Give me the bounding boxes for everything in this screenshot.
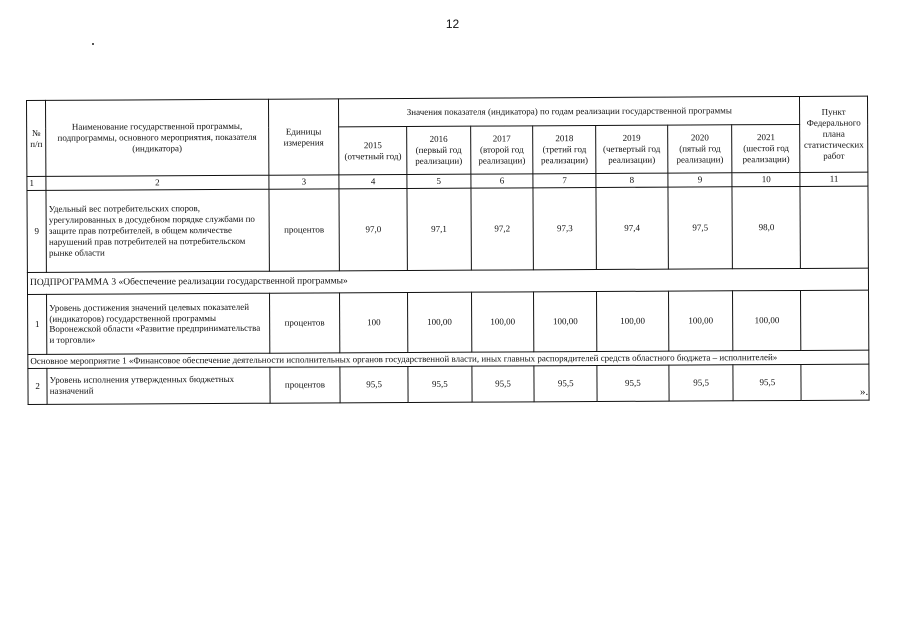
plan-cell [801,290,869,350]
plan-cell [801,364,869,400]
plan-cell [800,186,868,268]
index-cell: 2 [46,175,268,190]
value-cell: 95,5 [408,366,472,402]
index-cell: 11 [800,172,868,186]
header-name: Наименование государственной программы, подпрограммы, основного мероприятия, показателя (индикатора) [46,99,269,176]
value-cell: 97,5 [668,187,733,269]
value-cell: 95,5 [340,366,408,402]
index-cell: 3 [268,175,339,189]
table-row [28,290,869,354]
value-cell: 100,00 [408,292,472,352]
value-cell: 100,00 [534,291,597,351]
header-year-2019: 2019 (четвертый год реализации) [596,125,668,173]
value-cell: 95,5 [534,365,597,401]
value-cell: 97,4 [596,187,668,269]
index-cell: 1 [27,176,46,190]
value-cell: 95,5 [597,365,669,401]
indicator-name: Уровень достижения значений целевых показателей (индикаторов) государственной программы Воронежской области «Развитие предпринимательства и торговли» [47,293,270,354]
indicator-name: Уровень исполнения утвержденных бюджетных назначений [47,367,270,404]
value-cell: 95,5 [733,364,801,400]
index-cell: 4 [339,175,407,189]
value-cell: 98,0 [732,186,800,268]
header-no: № п/п [27,100,47,176]
value-cell: 100,00 [471,292,534,352]
value-cell: 95,5 [472,366,535,402]
value-cell: 100,00 [597,291,669,351]
value-cell: 97,0 [339,188,407,270]
subprogram-title: ПОДПРОГРАММА 3 «Обеспечение реализации государственной программы» [27,268,868,294]
value-cell: 100 [340,292,408,352]
indicator-name: Удельный вес потребительских споров, урегулированных в досудебном порядке службами по защите прав потребителей, в общем количестве нарушений прав потребителей на потребительском рынке области [46,189,269,272]
header-year-2020: 2020 (пятый год реализации) [667,125,732,173]
header-plan: Пункт Федерального плана статистических работ [800,96,868,172]
indicator-table [26,96,870,405]
row-number: 2 [28,368,47,404]
table-row [28,364,869,404]
unit-cell: процентов [269,367,340,403]
value-cell: 97,2 [471,188,534,270]
value-cell: 95,5 [669,365,734,401]
row-number: 9 [27,190,47,272]
header-year-2021: 2021 (шестой год реализации) [732,124,800,172]
value-cell: 100,00 [733,290,801,350]
header-year-2017: 2017 (второй год реализации) [470,126,533,174]
table-row [27,186,868,272]
index-cell: 7 [533,174,596,188]
index-cell: 10 [732,172,800,186]
header-values-group: Значения показателя (индикатора) по годам реализации государственной программы [339,96,800,126]
closing-quote-mark: ». [860,386,869,398]
main-event-title: Основное мероприятие 1 «Финансовое обеспечение деятельности исполнительных органов государственной власти, иных главных распорядителей средств областного бюджета – исполнителей» [28,350,869,368]
unit-cell: процентов [269,293,340,353]
header-year-2018: 2018 (третий год реализации) [533,126,596,174]
index-cell: 6 [471,174,534,188]
value-cell: 97,1 [407,188,471,270]
index-cell: 8 [596,173,668,187]
header-year-2015: 2015 (отчетный год) [339,127,407,175]
value-cell: 97,3 [533,187,596,269]
header-row-top [27,96,868,128]
index-cell: 9 [668,173,733,187]
unit-cell: процентов [269,189,340,271]
index-cell: 5 [407,174,471,188]
header-year-2016: 2016 (первый год реализации) [407,126,471,174]
row-number: 1 [28,294,48,354]
scan-speck [92,43,94,45]
header-unit: Единицы измерения [268,99,339,175]
page-number: 12 [445,17,460,31]
value-cell: 100,00 [668,291,733,351]
